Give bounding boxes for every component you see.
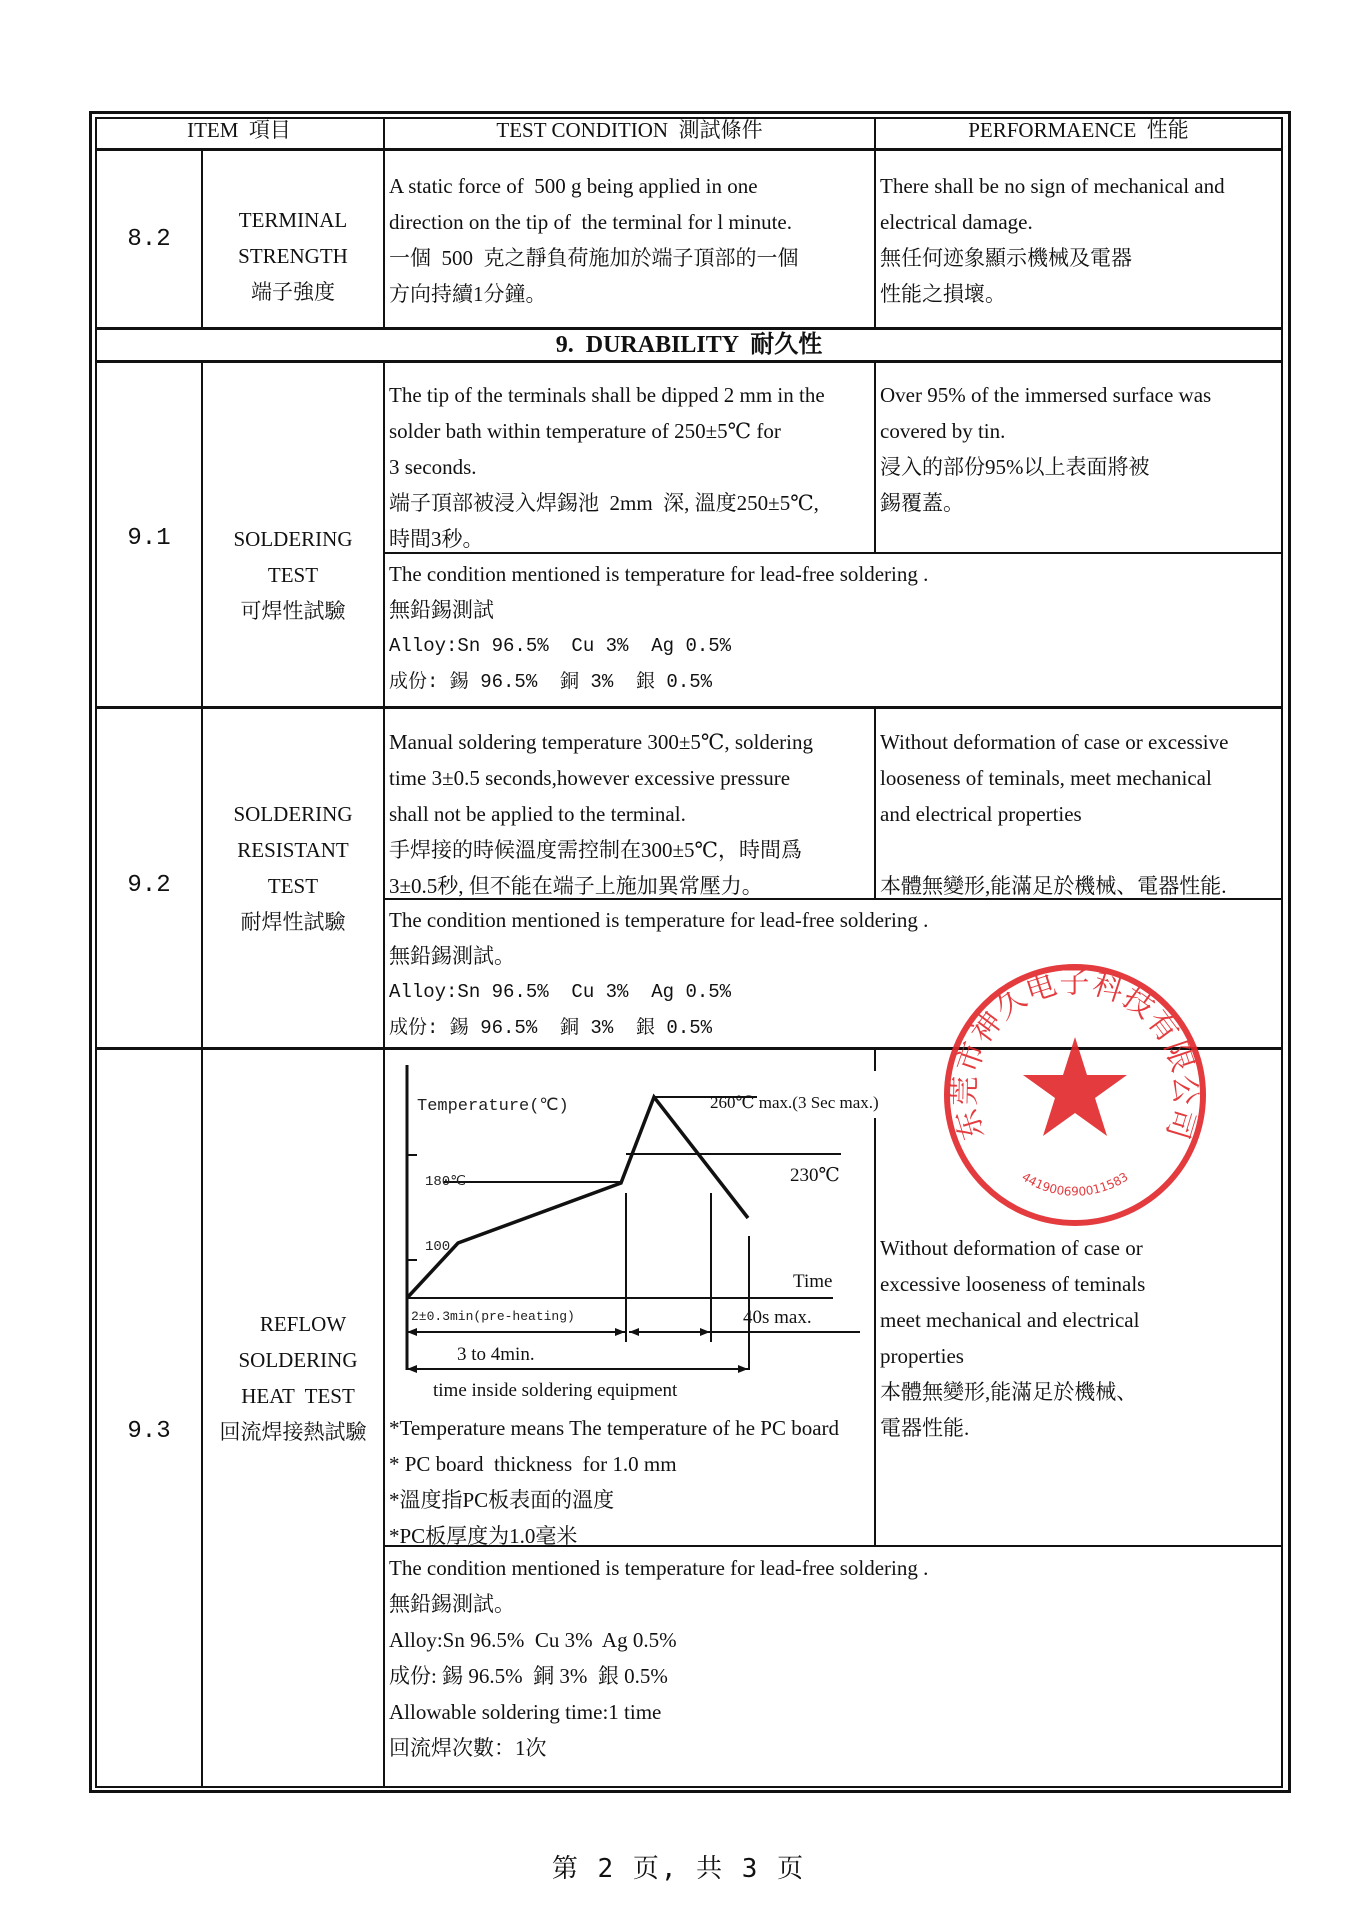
- note-text: The condition mentioned is temperature for lead-free soldering .: [389, 1556, 929, 1580]
- performance-text: 浸入的部份95%以上表面將被: [880, 455, 1150, 479]
- item-name: SOLDERING: [233, 802, 353, 826]
- item-number: 9.1: [127, 525, 171, 552]
- header-performance: PERFORMAENCE 性能: [968, 118, 1189, 142]
- inner-border: [95, 117, 97, 1788]
- condition-text: A static force of 500 g being applied in one: [389, 174, 758, 198]
- col-divider: [874, 360, 876, 553]
- inner-border: [95, 1786, 1283, 1788]
- note-text: 無鉛錫測試。: [389, 1592, 515, 1616]
- performance-text: and electrical properties: [880, 802, 1082, 826]
- item-name: TERMINAL: [238, 208, 348, 232]
- condition-text: 一個 500 克之靜負荷施加於端子頂部的一個: [389, 246, 799, 270]
- outer-border: [89, 1790, 1291, 1793]
- label-100: 100: [425, 1239, 451, 1255]
- col-divider: [383, 117, 385, 329]
- performance-text: electrical damage.: [880, 210, 1033, 234]
- outer-border: [89, 111, 92, 1793]
- row-divider: [95, 706, 1283, 709]
- item-name: 端子強度: [251, 280, 335, 304]
- performance-text: 錫覆蓋。: [880, 491, 964, 515]
- header-item: ITEM 項目: [187, 118, 291, 142]
- performance-text: 本體無變形,能滿足於機械、: [880, 1380, 1138, 1404]
- item-number: 8.2: [127, 226, 171, 253]
- inner-border: [1281, 117, 1283, 1788]
- item-name: 耐焊性試驗: [240, 910, 346, 934]
- item-name: STRENGTH: [238, 244, 348, 268]
- star-icon: [1023, 1037, 1127, 1136]
- condition-text: 3±0.5秒, 但不能在端子上施加異常壓力。: [389, 874, 763, 898]
- performance-text: Without deformation of case or: [880, 1236, 1143, 1260]
- condition-text: 時間3秒。: [389, 527, 484, 551]
- performance-text: properties: [880, 1344, 964, 1368]
- note-text: The condition mentioned is temperature for lead-free soldering .: [389, 908, 929, 932]
- item-name: TEST: [267, 563, 319, 587]
- performance-text: Over 95% of the immersed surface was: [880, 383, 1212, 407]
- item-number: 9.2: [127, 872, 171, 899]
- profile-curve: [407, 1097, 748, 1298]
- page-footer: 第 2 页, 共 3 页: [551, 1854, 806, 1884]
- performance-text: 電器性能.: [880, 1416, 970, 1440]
- alloy-text: Alloy:Sn 96.5% Cu 3% Ag 0.5%: [389, 635, 732, 657]
- stamp-company: 东莞市神久电子科技有限公司: [947, 965, 1203, 1144]
- performance-text: meet mechanical and electrical: [880, 1308, 1140, 1332]
- label-40s: 40s max.: [743, 1307, 812, 1328]
- item-name: REFLOW: [259, 1312, 347, 1336]
- note-text: *PC板厚度为1.0毫米: [389, 1524, 578, 1548]
- svg-text:441900690011583: [1019, 1170, 1130, 1199]
- condition-text: 方向持續1分鐘。: [389, 282, 547, 306]
- performance-text: 性能之損壞。: [880, 282, 1006, 306]
- alloy-text: Alloy:Sn 96.5% Cu 3% Ag 0.5%: [389, 1628, 677, 1652]
- note-text: Allowable soldering time:1 time: [389, 1700, 662, 1724]
- label-230: 230℃: [790, 1165, 840, 1186]
- performance-text: There shall be no sign of mechanical and: [880, 174, 1225, 198]
- note-text: The condition mentioned is temperature for lead-free soldering .: [389, 562, 929, 586]
- stamp-number: 441900690011583: [1019, 1169, 1131, 1199]
- note-text: *溫度指PC板表面的溫度: [389, 1488, 615, 1512]
- performance-text: covered by tin.: [880, 419, 1006, 443]
- note-text: 無鉛錫測試。: [389, 944, 515, 968]
- condition-text: solder bath within temperature of 250±5℃ for: [389, 419, 781, 443]
- condition-text: shall not be applied to the terminal.: [389, 802, 686, 826]
- item-name: HEAT TEST: [241, 1384, 355, 1408]
- label-180: 180℃: [425, 1174, 466, 1190]
- condition-text: The tip of the terminals shall be dipped 2 mm in the: [389, 383, 825, 407]
- condition-text: Manual soldering temperature 300±5℃, soldering: [389, 730, 813, 754]
- label-inside: time inside soldering equipment: [433, 1380, 678, 1401]
- item-name: TEST: [267, 874, 319, 898]
- alloy-text: Alloy:Sn 96.5% Cu 3% Ag 0.5%: [389, 981, 732, 1003]
- reflow-profile-chart: [385, 1050, 905, 1420]
- item-name: 可焊性試驗: [240, 599, 346, 623]
- company-stamp: [935, 955, 1215, 1235]
- header-test-condition: TEST CONDITION 測試條件: [496, 118, 763, 142]
- label-preheat: 2±0.3min(pre-heating): [411, 1309, 575, 1324]
- performance-text: 本體無變形,能滿足於機械、電器性能.: [880, 874, 1227, 898]
- alloy-text: 成份: 錫 96.5% 銅 3% 銀 0.5%: [389, 671, 713, 693]
- item-name: SOLDERING: [233, 527, 353, 551]
- outer-border: [1288, 111, 1291, 1793]
- condition-text: 手焊接的時候溫度需控制在300±5℃，時間爲: [389, 838, 803, 862]
- col-divider: [874, 117, 876, 329]
- condition-text: 端子頂部被浸入焊錫池 2mm 深, 溫度250±5℃,: [389, 491, 819, 515]
- header-divider: [95, 148, 1283, 151]
- alloy-text: 成份: 錫 96.5% 銅 3% 銀 0.5%: [389, 1664, 668, 1688]
- item-name: RESISTANT: [237, 838, 349, 862]
- condition-text: time 3±0.5 seconds,however excessive pressure: [389, 766, 791, 790]
- label-peak: 260℃ max.(3 Sec max.): [710, 1093, 879, 1112]
- note-text: * PC board thickness for 1.0 mm: [389, 1452, 677, 1476]
- item-name: SOLDERING: [238, 1348, 358, 1372]
- y-axis-label: Temperature(℃): [417, 1097, 569, 1116]
- note-text: *Temperature means The temperature of he PC board: [389, 1416, 840, 1440]
- note-text: 回流焊次數：1次: [389, 1736, 547, 1760]
- performance-text: 無任何迹象顯示機械及電器: [880, 246, 1132, 270]
- note-text: 無鉛錫測試: [389, 598, 494, 622]
- row-divider: [384, 552, 1283, 554]
- condition-text: direction on the tip of the terminal for l minute.: [389, 210, 792, 234]
- performance-text: excessive looseness of teminals: [880, 1272, 1146, 1296]
- condition-text: 3 seconds.: [389, 455, 477, 479]
- section-title: 9. DURABILITY 耐久性: [555, 332, 823, 358]
- alloy-text: 成份: 錫 96.5% 銅 3% 銀 0.5%: [389, 1017, 713, 1039]
- col-divider: [874, 706, 876, 899]
- item-number: 9.3: [127, 1418, 171, 1445]
- item-name: 回流焊接熱試驗: [219, 1420, 367, 1444]
- performance-text: Without deformation of case or excessive: [880, 730, 1229, 754]
- label-range: 3 to 4min.: [457, 1344, 535, 1365]
- label-time: Time: [793, 1271, 833, 1292]
- performance-text: looseness of teminals, meet mechanical: [880, 766, 1212, 790]
